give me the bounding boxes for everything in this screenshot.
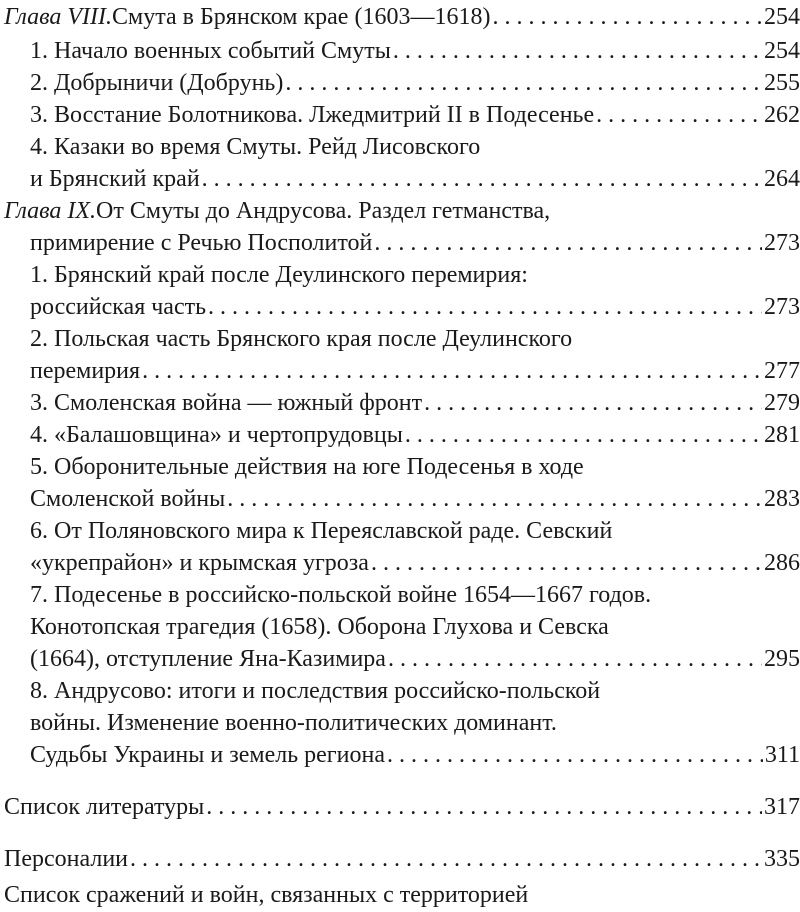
toc-line: [30, 706, 800, 740]
dot-leader: [405, 418, 762, 452]
dot-leader: [130, 842, 762, 876]
toc-line: [30, 450, 800, 484]
toc-line: [30, 354, 800, 388]
toc-line: [30, 98, 800, 132]
toc-entry-text: 4. Казаки во время Смуты. Рейд Лисовского: [30, 134, 481, 160]
page-number: 295: [764, 646, 800, 672]
toc-line: [30, 674, 800, 708]
toc-line: [30, 546, 800, 580]
dot-leader: [227, 482, 762, 516]
toc-entry-text: 2. Польская часть Брянского края после Деулинского: [30, 326, 573, 352]
page-number: 262: [764, 102, 800, 128]
page-number: 277: [764, 358, 800, 384]
page-number: 311: [764, 742, 800, 768]
toc-line: [30, 514, 800, 548]
dot-leader: [206, 790, 762, 824]
toc-line: [30, 610, 800, 644]
dot-leader: [142, 354, 762, 388]
page-number: 283: [764, 486, 800, 512]
toc-line: [30, 642, 800, 676]
toc-entry-text: Смоленской войны: [30, 486, 226, 512]
toc-line: [4, 878, 800, 912]
toc-entry-text: 3. Восстание Болотникова. Лжедмитрий II в Подесенье: [30, 102, 595, 128]
toc-entry-text: войны. Изменение военно-политических доминант.: [30, 710, 557, 736]
page-number: 273: [764, 230, 800, 256]
toc-entry-text: 4. «Балашовщина» и чертопрудовцы: [30, 422, 403, 448]
dot-leader: [393, 34, 762, 68]
toc-entry-text: 8. Андрусово: итоги и последствия российско-польской: [30, 678, 601, 704]
toc-entry-text: Список литературы: [4, 794, 205, 820]
toc-entry-text: Список сражений и войн, связанных с территорией: [4, 882, 529, 908]
toc-line: [30, 322, 800, 356]
toc-line: [30, 162, 800, 196]
page-number: 317: [764, 794, 800, 820]
toc-entry-text: перемирия: [30, 358, 141, 384]
chapter-label: Глава VIII.: [4, 4, 113, 30]
toc-entry-text: 3. Смоленская война — южный фронт: [30, 390, 423, 416]
dot-leader: [202, 162, 762, 196]
dot-leader: [596, 98, 762, 132]
page-number: 286: [764, 550, 800, 576]
toc-entry-text: Персоналии: [4, 846, 129, 872]
toc-entry-text: 1. Брянский край после Деулинского перемирия:: [30, 262, 528, 288]
toc-entry-text: 2. Добрыничи (Добрунь): [30, 70, 284, 96]
toc-line: [30, 34, 800, 68]
dot-leader: [371, 546, 762, 580]
chapter-label: Глава IX.: [4, 198, 97, 224]
page-number: 279: [764, 390, 800, 416]
page-number: 254: [764, 4, 800, 30]
toc-entry-text: (1664), отступление Яна-Казимира: [30, 646, 386, 672]
dot-leader: [424, 386, 762, 420]
page-number: 335: [764, 846, 800, 872]
toc-line: [4, 194, 800, 228]
dot-leader: [285, 66, 762, 100]
toc-entry-text: От Смуты до Андрусова. Раздел гетманства,: [96, 198, 551, 224]
toc-entry-text: 5. Оборонительные действия на юге Подесенья в ходе: [30, 454, 584, 480]
toc-line: [4, 842, 800, 876]
page-number: 273: [764, 294, 800, 320]
toc-entry-text: 1. Начало военных событий Смуты: [30, 38, 391, 64]
toc-line: [30, 66, 800, 100]
toc-entry-text: и Брянский край: [30, 166, 200, 192]
toc-line: [30, 290, 800, 324]
toc-line: [30, 386, 800, 420]
toc-line: [30, 258, 800, 292]
toc-entry-text: примирение с Речью Посполитой: [30, 230, 373, 256]
page-number: 255: [764, 70, 800, 96]
toc-line: [30, 130, 800, 164]
toc-line: [4, 0, 800, 34]
page-number: 281: [764, 422, 800, 448]
toc-entry-text: Смута в Брянском крае (1603—1618): [112, 4, 491, 30]
toc-entry-text: «укрепрайон» и крымская угроза: [30, 550, 369, 576]
toc-entry-text: 6. От Поляновского мира к Переяславской раде. Севский: [30, 518, 613, 544]
toc-entry-text: Конотопская трагедия (1658). Оборона Глухова и Севска: [30, 614, 609, 640]
toc-line: [30, 226, 800, 260]
toc-entry-text: Судьбы Украины и земель региона: [30, 742, 385, 768]
page-number: 264: [764, 166, 800, 192]
toc-entry-text: российская часть: [30, 294, 207, 320]
toc-line: [30, 418, 800, 452]
dot-leader: [388, 642, 762, 676]
toc-entry-text: 7. Подесенье в российско-польской войне 1654—1667 годов.: [30, 582, 652, 608]
toc-line: [4, 790, 800, 824]
page-number: 254: [764, 38, 800, 64]
dot-leader: [374, 226, 762, 260]
toc-line: [30, 482, 800, 516]
dot-leader: [492, 0, 762, 34]
toc-line: [30, 738, 800, 772]
dot-leader: [387, 738, 763, 772]
toc-line: [30, 578, 800, 612]
dot-leader: [208, 290, 762, 324]
